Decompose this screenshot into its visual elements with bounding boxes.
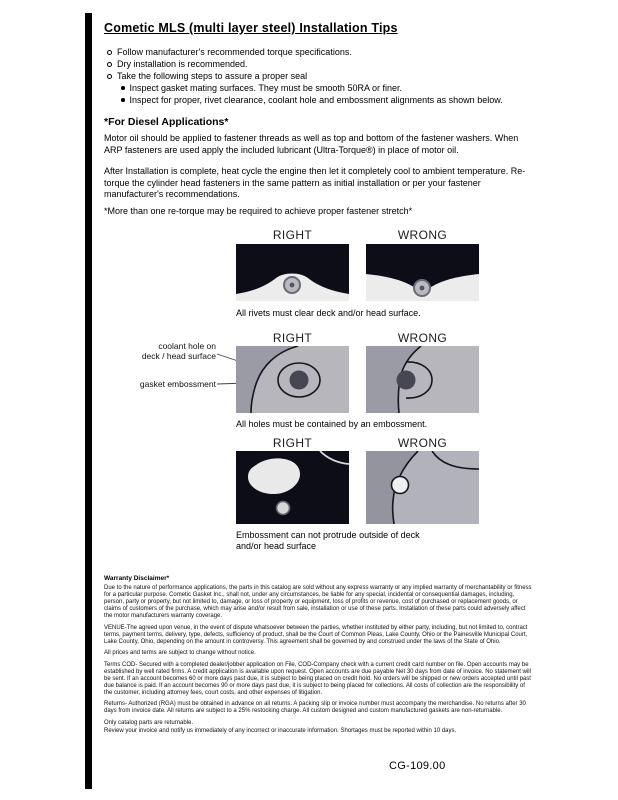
wrong-label: WRONG [397,436,448,450]
tip-text: Inspect for proper, rivet clearance, coolant hole and embossment alignments as shown below. [129,95,503,105]
filled-bullet-icon [121,86,125,90]
warranty-paragraph: Due to the nature of performance applications, the parts in this catalog are sold without any express warranty or any implied warranty of merchantability or fitness for a particular purpose. Cometic Gasket Inc., shall not, under any circumstances, be liable for any special, incidental or consequential damages, including, person, party or property, but not limited to, damage, or loss of property or equipment, loss of profits or revenue, cost of purchased or replacement goods, or claims of customers of the purchase, which may arise and/or result from sale, installation or use of these parts. Installation of these parts could adversely affect the motor manufacturers warranty coverage. [104,585,532,619]
diagram-rivet-wrong [366,244,479,301]
diagram-coolant-hole-wrong [366,346,479,413]
right-label: RIGHT [272,436,313,450]
tip-text: Inspect gasket mating surfaces. They must be smooth 50RA or finer. [129,83,402,93]
diesel-applications-heading: *For Diesel Applications* [104,116,229,128]
list-item [107,70,535,82]
tip-text: Follow manufacturer's recommended torque specifications. [117,47,352,57]
diagram-embossment-wrong [366,451,479,524]
wrong-label: WRONG [397,331,448,345]
list-sub-item [121,82,535,94]
figure-caption-embossment: Embossment can not protrude outside of deck and/or head surface [236,530,420,551]
callout-line: deck / head surface [141,351,216,361]
wrong-label: WRONG [397,228,448,242]
figure-caption-rivets: All rivets must clear deck and/or head surface. [236,308,421,318]
list-item [107,46,535,58]
diagram-rivet-right [236,244,349,301]
diesel-paragraph-2: After Installation is complete, heat cycle the engine then let it completely cool to ambient temperature. Re-torque the cylinder head fasteners in the same pattern as initial installation or per your fastener manufacturer's recommendations. [104,166,526,199]
warranty-paragraph: Only catalog parts are returnable. [104,719,194,726]
open-bullet-icon [107,50,112,55]
filled-bullet-icon [121,98,125,102]
installation-tips-list [107,46,535,106]
warranty-heading: Warranty Disclaimer* [104,575,170,582]
page-title: Cometic MLS (multi layer steel) Installation Tips [104,21,398,35]
tip-text: Dry installation is recommended. [117,59,248,69]
open-bullet-icon [107,62,112,67]
list-sub-item [121,94,535,106]
warranty-paragraph: Terms COD- Secured with a completed dealer/jobber application on File, COD-Company check with a current credit card number on file. Open accounts may be established by well rated firms. A credit application is available upon request. Open accounts are due payable Net 30 days from date of invoice. No statement will be sent. If an account becomes 60 or more days past due, it is subject to being placed on credit hold. No orders will be shipped or new orders accepted until past due balance is paid. If an account becomes 90 or more days past due, it is subject to being placed for collections. All costs of collection are the responsibility of the customer, including attorney fees, court costs, and other expenses of litigation. [104,661,531,696]
right-label: RIGHT [272,228,313,242]
warranty-disclaimer [104,575,534,739]
callout-gasket-embossment: gasket embossment [139,379,216,389]
warranty-paragraph: Returns- Authorized (RGA) must be obtained in advance on all returns. A packing slip or invoice number must accompany the merchandise. No returns after 30 days from invoice date. All returns are subject to a 25% restocking charge. All custom designed and custom manufactured gaskets are non-returnable. [104,701,526,714]
open-bullet-icon [107,74,112,79]
list-item [107,58,535,70]
diagram-embossment-right [236,451,349,524]
tip-text: Take the following steps to assure a proper seal [117,71,308,81]
figure-caption-holes: All holes must be contained by an embossment. [236,419,428,429]
diesel-paragraph-1: Motor oil should be applied to fastener threads as well as top and bottom of the fastener washers. When ARP fasteners are used apply the included lubricant (Ultra-Torque®) in place of motor oil. [104,133,519,155]
diagram-coolant-hole-right [236,346,349,413]
warranty-paragraph: VENUE-The agreed upon venue, in the event of dispute whatsoever between the parties, whether instituted by either party, including, but not limited to, contract terms, payment terms, delivery, type, defects, sufficiency of product, shall be the Court of Common Pleas, Lake County, Ohio or the Painesville Municipal Court, Lake County, Ohio, depending on the amount in controversy. This agreement shall be governed by and construed under the laws of the State of Ohio. [104,624,528,645]
left-border-rule [85,13,92,789]
warranty-paragraph: All prices and terms are subject to change without notice. [104,650,256,656]
warranty-paragraph: Review your invoice and notify us immediately of any incorrect or inaccurate information. Shortages must be reported within 10 days. [104,727,457,734]
callout-line: coolant hole on [158,341,216,351]
retorque-note: *More than one re-torque may be required to achieve proper fastener stretch* [104,206,413,216]
callout-coolant-hole [128,341,216,361]
page-code: CG-109.00 [389,760,446,772]
right-label: RIGHT [272,331,313,345]
